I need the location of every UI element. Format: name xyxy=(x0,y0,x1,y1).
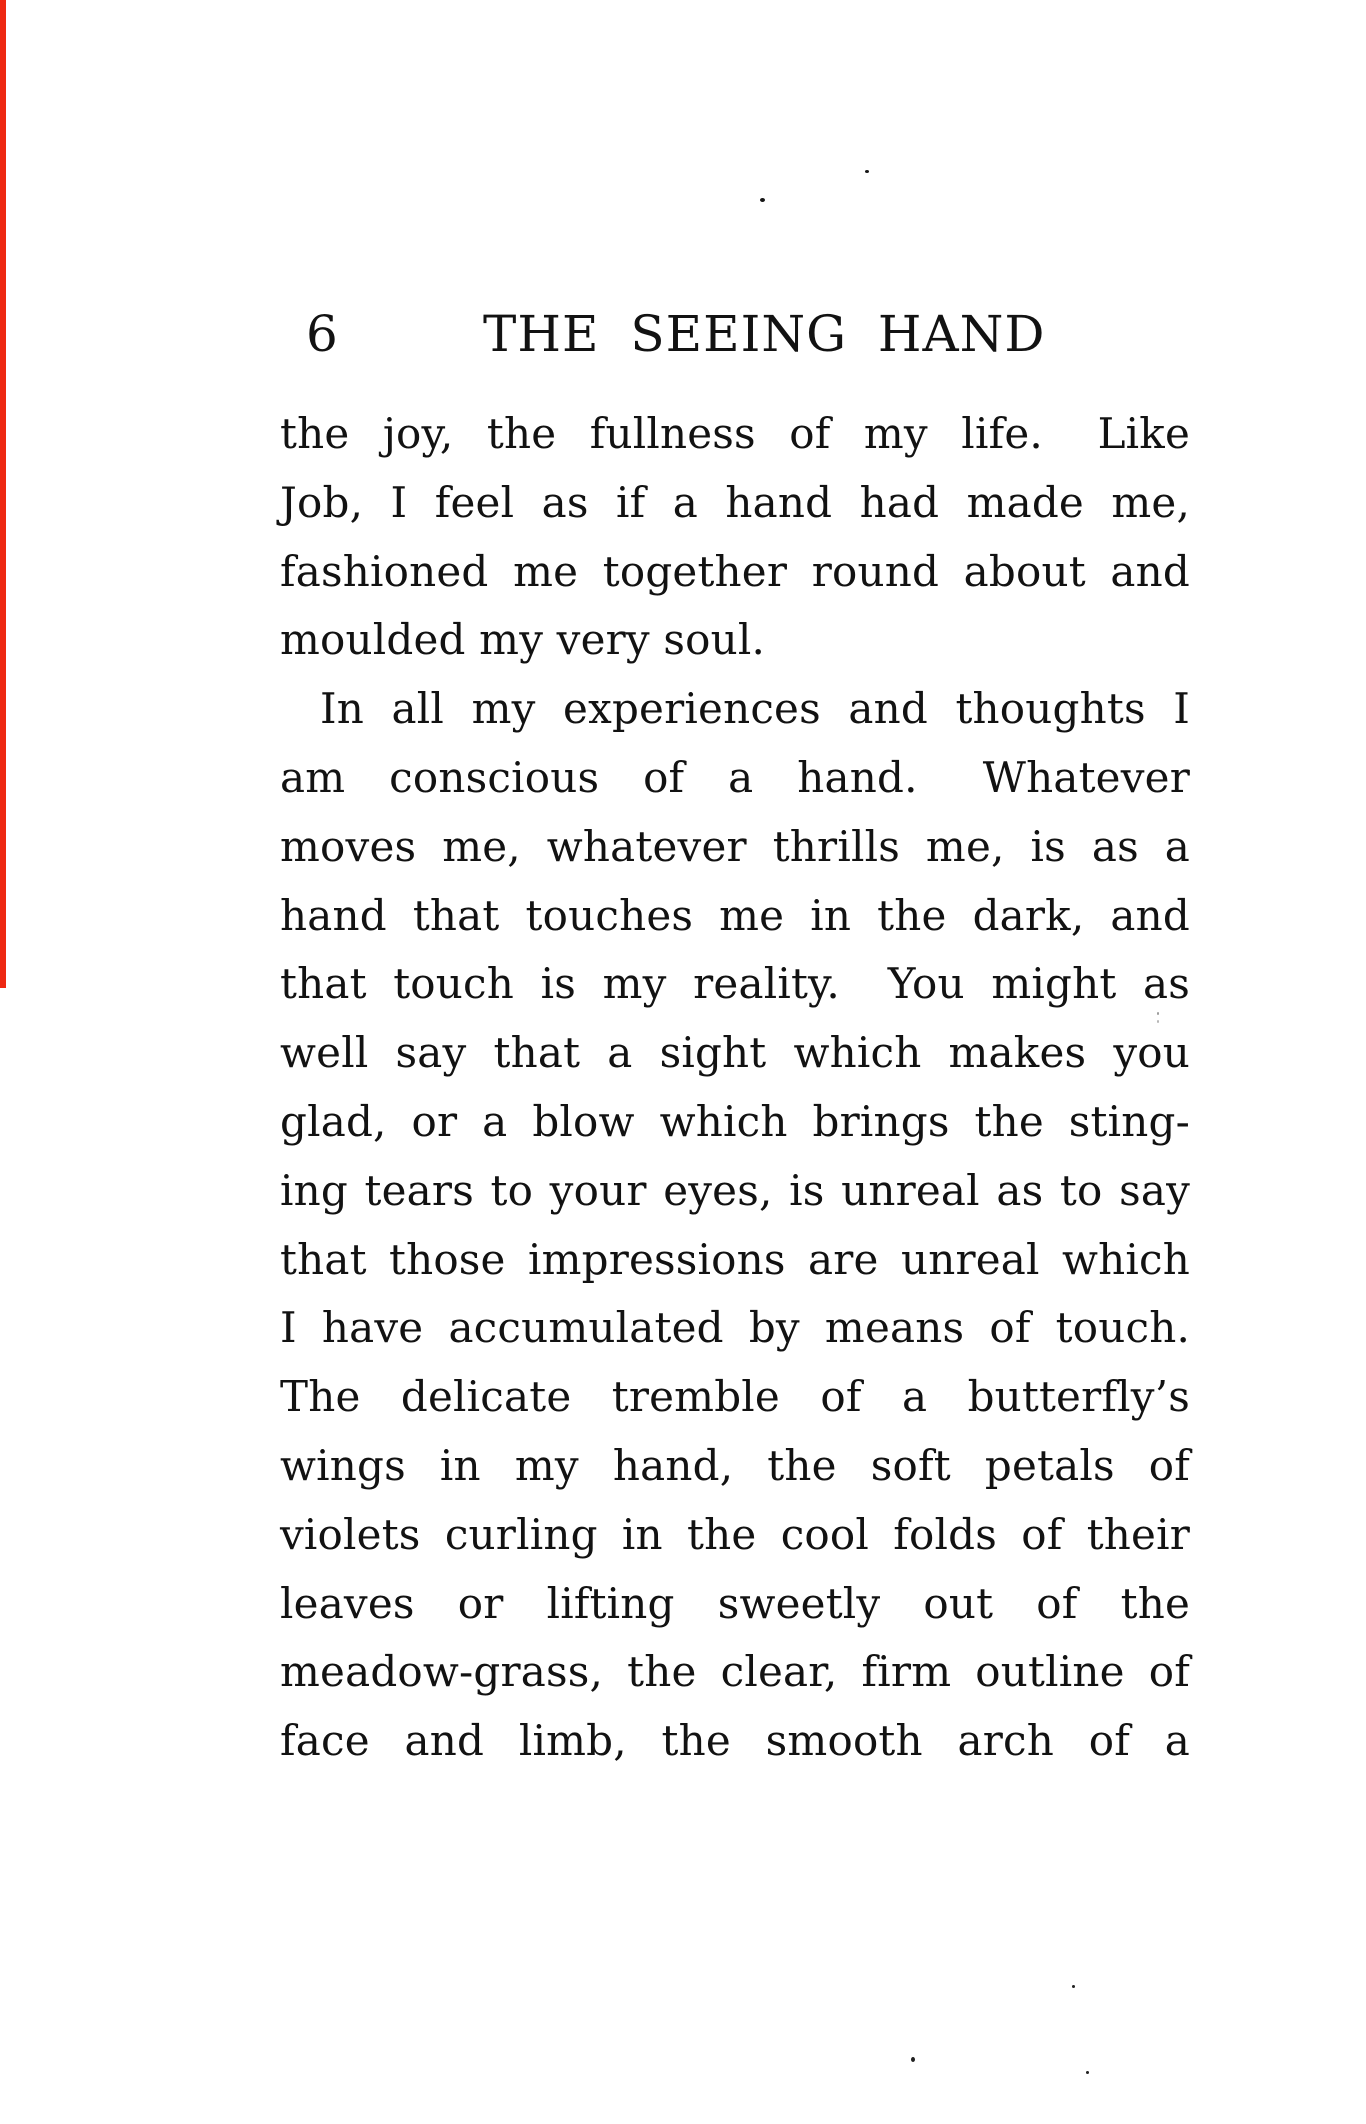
red-scan-edge-strip xyxy=(0,0,6,988)
text-line: wings in my hand, the soft petals of xyxy=(280,1440,1190,1490)
scan-speck xyxy=(1157,1020,1159,1023)
text-line: The delicate tremble of a butterfly’s xyxy=(280,1372,1190,1422)
text-line: the joy, the fullness of my life. Like xyxy=(280,409,1190,458)
scan-speck xyxy=(865,170,869,173)
scan-speck xyxy=(911,2057,915,2062)
text-line: moulded my very soul. xyxy=(280,615,766,665)
text-line: Job, I feel as if a hand had made me, xyxy=(280,477,1190,527)
running-header-title: THE SEEING HAND xyxy=(483,305,1046,363)
text-line: hand that touches me in the dark, and xyxy=(280,890,1190,940)
text-line: am conscious of a hand. Whatever xyxy=(280,752,1190,802)
text-line: In all my experiences and thoughts I xyxy=(320,684,1190,734)
scan-speck xyxy=(1072,1985,1075,1988)
text-line: violets curling in the cool folds of their xyxy=(280,1509,1190,1559)
text-line: leaves or lifting sweetly out of the xyxy=(280,1578,1190,1628)
text-line: face and limb, the smooth arch of a xyxy=(280,1716,1190,1766)
page-number: 6 xyxy=(306,305,338,363)
text-line: moves me, whatever thrills me, is as a xyxy=(280,821,1190,871)
text-line: that those impressions are unreal which xyxy=(280,1234,1190,1284)
scan-speck xyxy=(1086,2071,1089,2074)
text-line: I have accumulated by means of touch. xyxy=(280,1303,1190,1353)
scan-speck xyxy=(1157,1012,1159,1015)
scan-speck xyxy=(760,198,765,202)
text-line: meadow-grass, the clear, firm outline of xyxy=(280,1647,1190,1697)
text-line: fashioned me together round about and xyxy=(280,546,1190,596)
text-line: ing tears to your eyes, is unreal as to say xyxy=(280,1165,1190,1215)
text-line: that touch is my reality. You might as xyxy=(280,959,1190,1009)
text-line: well say that a sight which makes you xyxy=(280,1028,1190,1078)
text-line: glad, or a blow which brings the sting- xyxy=(280,1096,1190,1146)
body-text xyxy=(280,400,1190,1776)
